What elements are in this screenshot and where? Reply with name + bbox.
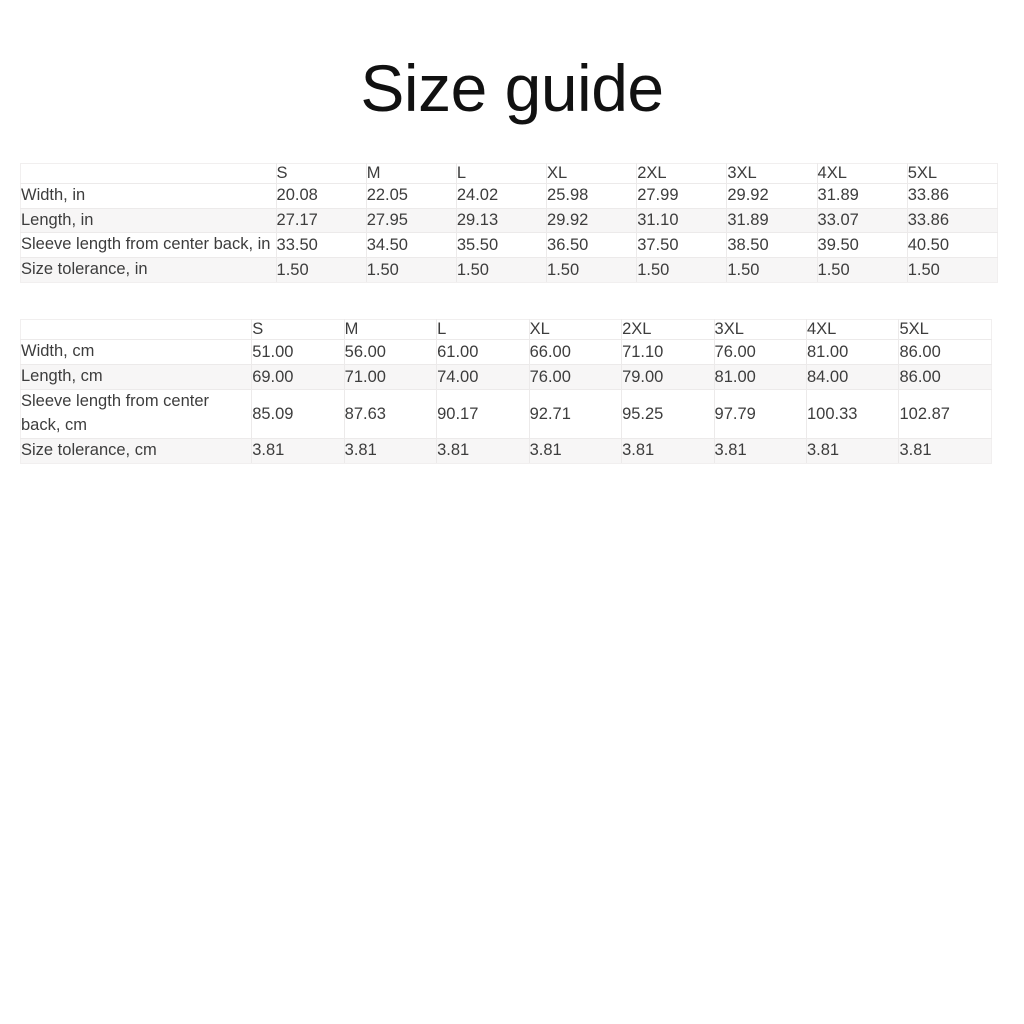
table-cell: 25.98	[547, 183, 637, 208]
table-row	[21, 438, 992, 463]
table-cell: 92.71	[529, 390, 621, 439]
table-cell: 22.05	[366, 183, 456, 208]
row-label: Length, in	[21, 208, 277, 233]
column-header-2xl: 2XL	[622, 320, 714, 340]
table-cell: 33.86	[907, 183, 997, 208]
table-cell: 31.89	[817, 183, 907, 208]
table-row	[21, 340, 992, 365]
column-header-xl: XL	[529, 320, 621, 340]
table-cell: 1.50	[637, 258, 727, 283]
table-cell: 1.50	[366, 258, 456, 283]
table-cell: 24.02	[456, 183, 546, 208]
column-header-l: L	[437, 320, 529, 340]
table-cell: 29.92	[727, 183, 817, 208]
table-cell: 3.81	[529, 438, 621, 463]
table-cell: 71.00	[344, 365, 436, 390]
table-cell: 35.50	[456, 233, 546, 258]
table-cell: 3.81	[899, 438, 992, 463]
table-cell: 31.89	[727, 208, 817, 233]
table-cell: 31.10	[637, 208, 727, 233]
row-label: Size tolerance, in	[21, 258, 277, 283]
table-cell: 27.99	[637, 183, 727, 208]
column-header-4xl: 4XL	[817, 163, 907, 183]
table-cell: 3.81	[344, 438, 436, 463]
column-header-5xl: 5XL	[907, 163, 997, 183]
row-label: Sleeve length from center back, cm	[21, 390, 252, 439]
table-cell: 33.50	[276, 233, 366, 258]
table-cell: 86.00	[899, 365, 992, 390]
column-header-xl: XL	[547, 163, 637, 183]
table-cell: 97.79	[714, 390, 806, 439]
table-cell: 1.50	[817, 258, 907, 283]
table-cell: 95.25	[622, 390, 714, 439]
table-cell: 56.00	[344, 340, 436, 365]
table-cell: 85.09	[252, 390, 344, 439]
corner-cell	[21, 163, 277, 183]
column-header-s: S	[276, 163, 366, 183]
column-header-l: L	[456, 163, 546, 183]
size-tables-container	[0, 163, 1024, 464]
table-row	[21, 233, 998, 258]
table-cell: 1.50	[547, 258, 637, 283]
page-title: Size guide	[360, 51, 664, 125]
table-cell: 102.87	[899, 390, 992, 439]
table-cell: 84.00	[807, 365, 899, 390]
table-cell: 37.50	[637, 233, 727, 258]
table-cell: 66.00	[529, 340, 621, 365]
table-cell: 29.92	[547, 208, 637, 233]
table-cell: 81.00	[714, 365, 806, 390]
table-cell: 27.95	[366, 208, 456, 233]
table-cell: 1.50	[727, 258, 817, 283]
row-label: Width, cm	[21, 340, 252, 365]
size-table-inches	[20, 163, 998, 284]
row-label: Sleeve length from center back, in	[21, 233, 277, 258]
table-cell: 69.00	[252, 365, 344, 390]
table-cell: 76.00	[714, 340, 806, 365]
column-header-m: M	[344, 320, 436, 340]
table-cell: 1.50	[907, 258, 997, 283]
table-cell: 3.81	[807, 438, 899, 463]
table-cell: 3.81	[622, 438, 714, 463]
table-cell: 38.50	[727, 233, 817, 258]
table-cell: 81.00	[807, 340, 899, 365]
table-cell: 1.50	[276, 258, 366, 283]
column-header-5xl: 5XL	[899, 320, 992, 340]
table-cell: 74.00	[437, 365, 529, 390]
table-row	[21, 258, 998, 283]
table-cell: 3.81	[714, 438, 806, 463]
table-cell: 76.00	[529, 365, 621, 390]
column-header-3xl: 3XL	[714, 320, 806, 340]
table-cell: 51.00	[252, 340, 344, 365]
table-cell: 61.00	[437, 340, 529, 365]
table-cell: 20.08	[276, 183, 366, 208]
table-header-row	[21, 320, 992, 340]
row-label: Length, cm	[21, 365, 252, 390]
table-row	[21, 183, 998, 208]
table-cell: 33.86	[907, 208, 997, 233]
column-header-2xl: 2XL	[637, 163, 727, 183]
table-cell: 100.33	[807, 390, 899, 439]
table-cell: 29.13	[456, 208, 546, 233]
column-header-s: S	[252, 320, 344, 340]
table-cell: 34.50	[366, 233, 456, 258]
table-row	[21, 365, 992, 390]
table-cell: 87.63	[344, 390, 436, 439]
table-cell: 90.17	[437, 390, 529, 439]
table-cell: 40.50	[907, 233, 997, 258]
column-header-m: M	[366, 163, 456, 183]
corner-cell	[21, 320, 252, 340]
table-row	[21, 390, 992, 439]
table-cell: 33.07	[817, 208, 907, 233]
table-cell: 27.17	[276, 208, 366, 233]
table-cell: 36.50	[547, 233, 637, 258]
table-cell: 79.00	[622, 365, 714, 390]
row-label: Size tolerance, cm	[21, 438, 252, 463]
table-cell: 3.81	[437, 438, 529, 463]
table-cell: 71.10	[622, 340, 714, 365]
size-table-centimeters	[20, 319, 992, 464]
table-cell: 1.50	[456, 258, 546, 283]
column-header-4xl: 4XL	[807, 320, 899, 340]
row-label: Width, in	[21, 183, 277, 208]
table-header-row	[21, 163, 998, 183]
table-cell: 39.50	[817, 233, 907, 258]
column-header-3xl: 3XL	[727, 163, 817, 183]
table-cell: 86.00	[899, 340, 992, 365]
table-cell: 3.81	[252, 438, 344, 463]
table-row	[21, 208, 998, 233]
